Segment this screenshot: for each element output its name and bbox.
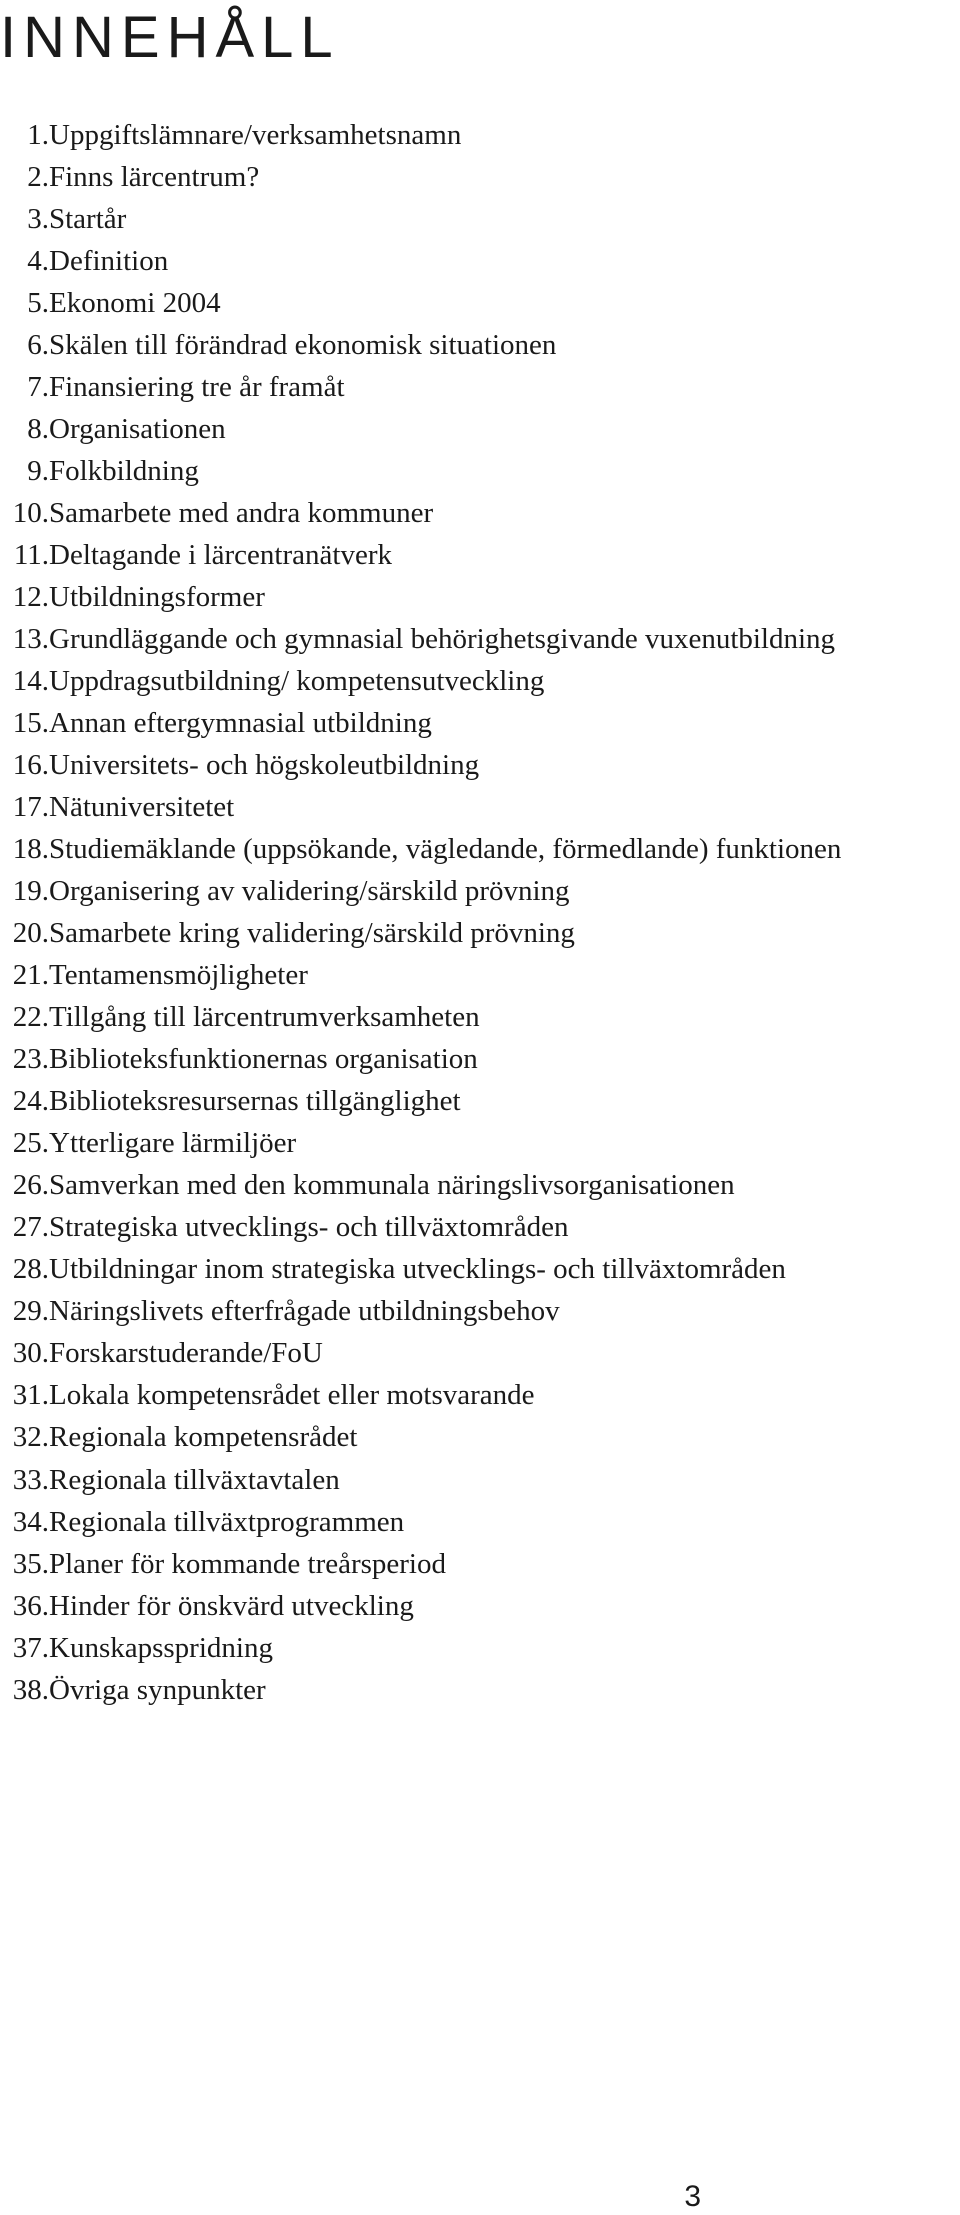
toc-item-number: 5.	[27, 287, 49, 320]
toc-item-number: 32.	[12, 1421, 49, 1454]
toc-item-title: Tillgång till lärcentrumverksamheten	[49, 1001, 480, 1034]
toc-item	[0, 198, 960, 240]
toc-item-number: 33.	[12, 1463, 49, 1496]
toc-item	[0, 366, 960, 408]
toc-item	[0, 1290, 960, 1332]
toc-item-number: 16.	[12, 749, 49, 782]
toc-item-number: 14.	[12, 665, 49, 698]
toc-item	[0, 744, 960, 786]
toc-item-title: Regionala tillväxtavtalen	[49, 1463, 340, 1496]
toc-item-title: Regionala tillväxtprogrammen	[49, 1505, 405, 1538]
toc-item-number: 35.	[12, 1547, 49, 1580]
toc-item	[0, 1080, 960, 1122]
toc-item-number: 25.	[12, 1127, 49, 1160]
toc-item-title: Biblioteksfunktionernas organisation	[49, 1043, 478, 1076]
toc-item-number: 10.	[12, 497, 49, 530]
toc-item-title: Organisering av validering/särskild prövning	[49, 875, 570, 908]
toc-item-title: Utbildningsformer	[49, 581, 265, 614]
toc-item-number: 9.	[27, 455, 49, 488]
toc-item-number: 6.	[27, 329, 49, 362]
toc-item-title: Regionala kompetensrådet	[49, 1421, 358, 1454]
toc-item-number: 3.	[27, 203, 49, 236]
page-title: INNEHÅLL	[0, 5, 340, 70]
toc-item-title: Planer för kommande treårsperiod	[49, 1547, 446, 1580]
toc-item-title: Uppgiftslämnare/verksamhetsnamn	[49, 119, 462, 151]
toc-item-number: 17.	[12, 791, 49, 824]
toc-item-title: Uppdragsutbildning/ kompetensutveckling	[49, 665, 545, 698]
toc-item	[0, 1416, 960, 1458]
toc-item	[0, 576, 960, 618]
toc-item	[0, 702, 960, 744]
toc-item	[0, 828, 960, 870]
toc-item-number: 18.	[12, 833, 49, 866]
toc-item-title: Forskarstuderande/FoU	[49, 1337, 323, 1370]
toc-item	[0, 1122, 960, 1164]
toc-item-number: 38.	[12, 1673, 49, 1706]
toc-item	[0, 450, 960, 492]
toc-item	[0, 1669, 960, 1711]
toc-item-number: 37.	[12, 1631, 49, 1664]
toc-item-number: 12.	[12, 581, 49, 614]
toc-item-title: Universitets- och högskoleutbildning	[49, 749, 480, 782]
toc-item	[0, 282, 960, 324]
toc-item	[0, 1206, 960, 1248]
toc-item-title: Ytterligare lärmiljöer	[49, 1127, 297, 1160]
toc-item	[0, 618, 960, 660]
toc-item-title: Startår	[49, 203, 127, 236]
toc-item	[0, 156, 960, 198]
toc-item	[0, 1501, 960, 1543]
toc-item-title: Kunskapsspridning	[49, 1631, 273, 1664]
toc-item-title: Annan eftergymnasial utbildning	[49, 707, 432, 740]
toc-item-number: 23.	[12, 1043, 49, 1076]
toc-item	[0, 114, 960, 156]
toc-item-number: 29.	[12, 1295, 49, 1328]
toc-item	[0, 1038, 960, 1080]
toc-item-title: Deltagande i lärcentranätverk	[49, 539, 392, 572]
toc-item-title: Strategiska utvecklings- och tillväxtområden	[49, 1211, 569, 1244]
toc-item-title: Nätuniversitetet	[49, 791, 235, 824]
toc-item	[0, 534, 960, 576]
page-number: 3	[684, 2180, 701, 2213]
toc-item	[0, 324, 960, 366]
toc-item-title: Skälen till förändrad ekonomisk situationen	[49, 329, 557, 362]
toc-item-number: 19.	[12, 875, 49, 908]
toc-item-title: Biblioteksresursernas tillgänglighet	[49, 1085, 461, 1118]
toc-item-title: Grundläggande och gymnasial behörighetsgivande vuxenutbildning	[49, 623, 836, 656]
toc-item	[0, 1543, 960, 1585]
toc-item	[0, 1164, 960, 1206]
toc-item	[0, 1459, 960, 1501]
toc-item-title: Finns lärcentrum?	[49, 161, 260, 194]
toc-item-title: Näringslivets efterfrågade utbildningsbehov	[49, 1295, 560, 1328]
toc-item	[0, 408, 960, 450]
toc-item-number: 1.	[27, 119, 49, 151]
toc-item-number: 15.	[12, 707, 49, 740]
toc-item-title: Samarbete med andra kommuner	[49, 497, 434, 530]
toc-item-title: Studiemäklande (uppsökande, vägledande, förmedlande) funktionen	[49, 833, 842, 866]
toc-item-title: Hinder för önskvärd utveckling	[49, 1589, 414, 1622]
toc-item-number: 36.	[12, 1589, 49, 1622]
toc-item	[0, 1585, 960, 1627]
toc-item-title: Samarbete kring validering/särskild prövning	[49, 917, 575, 950]
toc-item-number: 7.	[27, 371, 49, 404]
toc-item	[0, 1627, 960, 1669]
toc-item-number: 13.	[12, 623, 49, 656]
toc-item	[0, 1248, 960, 1290]
toc-item-title: Definition	[49, 245, 169, 278]
toc-item-number: 4.	[27, 245, 49, 278]
toc-item-title: Samverkan med den kommunala näringslivsorganisationen	[49, 1169, 735, 1202]
toc-item-number: 24.	[12, 1085, 49, 1118]
toc-item	[0, 1374, 960, 1416]
toc-item-number: 21.	[12, 959, 49, 992]
toc-item-title: Organisationen	[49, 413, 226, 446]
toc-item-title: Utbildningar inom strategiska utvecklings- och tillväxtområden	[49, 1253, 786, 1286]
toc-item-number: 8.	[27, 413, 49, 446]
toc-item	[0, 660, 960, 702]
toc-item	[0, 954, 960, 996]
toc-item-number: 28.	[12, 1253, 49, 1286]
toc-item-number: 11.	[13, 539, 49, 572]
toc-item-number: 30.	[12, 1337, 49, 1370]
toc-item	[0, 240, 960, 282]
toc-item-number: 31.	[12, 1379, 49, 1412]
toc-item-title: Finansiering tre år framåt	[49, 371, 345, 404]
toc-item-title: Tentamensmöjligheter	[49, 959, 308, 992]
toc-item-number: 2.	[27, 161, 49, 194]
toc-item-number: 26.	[12, 1169, 49, 1202]
toc-item-number: 22.	[12, 1001, 49, 1034]
toc-item-number: 27.	[12, 1211, 49, 1244]
toc-item	[0, 786, 960, 828]
table-of-contents	[0, 114, 960, 1711]
toc-item	[0, 912, 960, 954]
toc-item-title: Övriga synpunkter	[49, 1673, 266, 1706]
toc-item-number: 34.	[12, 1505, 49, 1538]
toc-item-number: 20.	[12, 917, 49, 950]
toc-item-title: Lokala kompetensrådet eller motsvarande	[49, 1379, 535, 1412]
toc-item	[0, 1332, 960, 1374]
toc-item-title: Ekonomi 2004	[49, 287, 221, 320]
toc-item	[0, 492, 960, 534]
toc-item	[0, 870, 960, 912]
toc-item-title: Folkbildning	[49, 455, 199, 488]
toc-item	[0, 996, 960, 1038]
